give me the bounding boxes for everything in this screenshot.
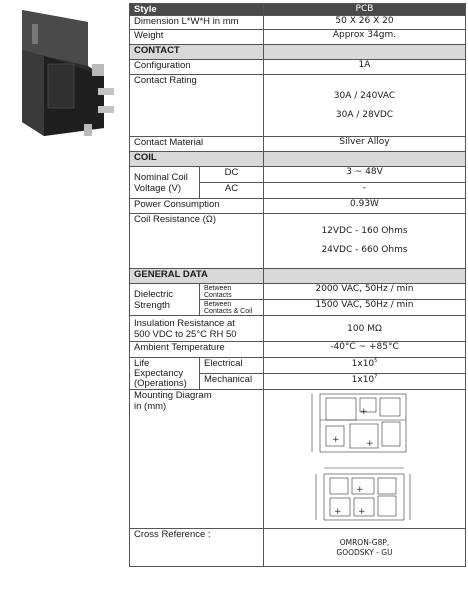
dc-value: 3 ~ 48V (264, 167, 466, 183)
cross-reference-label: Cross Reference : (130, 529, 264, 567)
weight-value: Approx 34gm. (264, 30, 466, 45)
contact-section-header: CONTACT (130, 45, 264, 60)
mounting-diagram-label: Mounting Diagram in (mm) (130, 390, 264, 529)
specification-table (129, 3, 466, 567)
style-value: PCB (264, 4, 466, 16)
insulation-value: 100 MΩ (264, 316, 466, 342)
weight-label: Weight (130, 30, 264, 45)
svg-text:+: + (365, 439, 374, 449)
dimension-value: 50 X 26 X 20 (264, 16, 466, 30)
configuration-label: Configuration (130, 60, 264, 75)
coil-resistance-value: 12VDC - 160 Ohms 24VDC - 660 Ohms (264, 214, 466, 269)
dc-label: DC (200, 167, 264, 183)
ambient-value: -40°C ~ +85°C (264, 342, 466, 358)
ac-value: - (264, 183, 466, 199)
dielectric-label: Dielectric Strength (130, 284, 200, 316)
general-data-section-header: GENERAL DATA (130, 269, 264, 284)
mechanical-label: Mechanical (200, 374, 264, 390)
between-contacts-coil-label: Between Contacts & Coil (200, 300, 264, 316)
life-expectancy-label: Life Expectancy (Operations) (130, 358, 200, 390)
electrical-value: $1x10^5$ (264, 358, 466, 374)
mounting-diagram-drawing (310, 390, 420, 524)
svg-text:+: + (359, 407, 368, 417)
ambient-label: Ambient Temperature (130, 342, 264, 358)
svg-text:+: + (333, 507, 342, 517)
contact-rating-label: Contact Rating (130, 75, 264, 137)
power-value: 0.93W (264, 199, 466, 214)
mechanical-value: $1x10^7$ (264, 374, 466, 390)
dielectric-contacts-value: 2000 VAC, 50Hz / min (264, 284, 466, 300)
coil-resistance-label: Coil Resistance (Ω) (130, 214, 264, 269)
insulation-label: Insulation Resistance at 500 VDC to 25°C RH 50 (130, 316, 264, 342)
configuration-value: 1A (264, 60, 466, 75)
svg-text:+: + (331, 435, 340, 445)
cross-reference-value: OMRON-G8P, GOODSKY - GU (264, 529, 466, 567)
contact-material-value: Silver Alloy (264, 137, 466, 152)
power-label: Power Consumption (130, 199, 264, 214)
svg-text:+: + (355, 485, 364, 495)
coil-section-header: COIL (130, 152, 264, 167)
relay-product-image (8, 4, 126, 144)
mounting-diagram (264, 390, 466, 529)
electrical-label: Electrical (200, 358, 264, 374)
contact-rating-value: 30A / 240VAC 30A / 28VDC (264, 75, 466, 137)
dielectric-coil-value: 1500 VAC, 50Hz / min (264, 300, 466, 316)
ac-label: AC (200, 183, 264, 199)
dimension-label: Dimension L*W*H in mm (130, 16, 264, 30)
contact-material-label: Contact Material (130, 137, 264, 152)
between-contacts-label: Between Contacts (200, 284, 264, 300)
nominal-coil-label: Nominal Coil Voltage (V) (130, 167, 200, 199)
svg-text:+: + (357, 507, 366, 517)
style-label: Style (130, 4, 264, 16)
